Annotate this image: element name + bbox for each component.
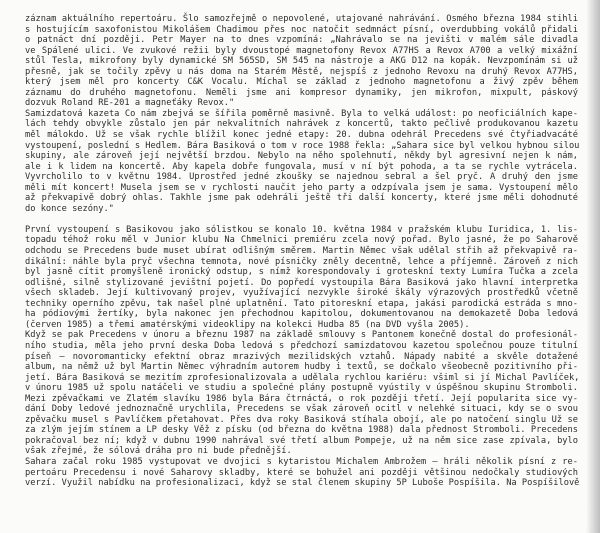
text-line: Vyvrcholilo to v květnu 1984. Uprostřed jedné zkoušky se najednou sebral a šel pryč. A druhý den jsme [25, 172, 578, 183]
text-line: dozvuk Roland RE-201 a magneťáky Revox." [25, 98, 235, 109]
text-line: který jsem měl pro koncerty C&K Vocalu. Míchal se základ z jednoho magnetofonu a živý zpěv během [25, 77, 578, 88]
text-line: pokračoval bez ní; když v dubnu 1990 nahrával své třetí album Pompeje, už na něm sice zase zpívala, bylo [25, 435, 578, 446]
text-line: ha pódiovými žertíky, byla nakonec jen přechodnou kapitolou, dokumentovanou na demokazetě Doba ledová [25, 309, 578, 320]
text-line: jetí. Bára Basiková se mezitím zprofesionalizovala a udělala rychlou kariéru: všiml si jí Michal Pavlíček, [25, 372, 580, 383]
paragraph [25, 330, 578, 457]
text-line: byl jasně cítit promyšleně ironický odstup, s nímž korespondovaly i groteskní texty Lumíra Tučka a zcela [25, 267, 578, 278]
text-line: dání Doby ledové jednoznačně urychlila, Precedens se však zároveň ocitl v nelehké situaci, kdy se o svou [25, 404, 578, 415]
text-line: lách tehdy obvykle zůstalo jen pár nekvalitních nahrávek z koncertů, takto pečlivě produkovanou kazetu [25, 119, 578, 130]
text-line: s hostujícím saxofonistou Mikolášem Chadimou přes noc natočit sedmnáct písní, overdubbing vokálů přidali [25, 24, 578, 35]
paragraph [25, 457, 578, 489]
text-line: verzí. Využil nabídku na profesionalizaci, když se stal členem skupiny 5P Luboše Pospíšila. Na Pospíšilově [25, 478, 580, 489]
text-line: zpěvačku musel s Pavlíčkem přetahovat. Přes dva roky Basiková stíhala obojí, ale po natočení singlu Už se [25, 414, 578, 425]
text-line: o patnáct dní později. Petr Mayer na to dnes vzpomíná: „Nahrávalo se na jevišti v malém sále divadla [25, 35, 578, 46]
text-line: všech skladeb. Její kultivovaný projev, využívající nezvykle široké škály výrazových prostředků včetně [25, 288, 578, 299]
scan-edge-shadow [586, 0, 600, 533]
text-line: měl málokdo. Už se však rychle blížil konec jedné etapy: 20. dubna odehrál Precedens své čtyřiadvacáté [25, 130, 578, 141]
text-line: přesně, jak se točily zpěvy u nás doma na Starém Městě, nejspíš z jednoho Revoxu na druhý Revox A77HS, [25, 66, 578, 77]
text-line: odlišné, silně stylizované jevištní pojetí. Do popředí vystoupila Bára Basiková jako hlavní interpretka [25, 277, 578, 288]
text-line: měli mít koncert! Musela jsem se v rychlosti naučit jeho party a odzpívala jsem je sama. Vystoupení mělo [25, 182, 578, 193]
text-line: záznamu do druhého magnetofonu. Neměli jsme ani kompresor dynamiky, jen mikrofon, mixpult, páskový [25, 87, 578, 98]
text-line: dikální: náhle byla pryč všechna temnota, nové písničky zněly decentně, lehce a příjemně. Zároveň z nich [25, 256, 578, 267]
paragraph [25, 14, 578, 109]
text-line: Mezi zpěvačkami ve Zlatém slavíku 1986 byla Bára čtrnáctá, o rok později třetí. Její popularita sice vy- [25, 393, 578, 404]
text-line: album, na němž už byl Martin Němec výhradním autorem hudby i textů, se dočkalo všeobecně pozitivního při- [25, 362, 578, 373]
text-line: Samizdatová kazeta Co nám zbejvá se šířila poměrně masivně. Byla to velká událost: po neoficiálních kape- [25, 108, 578, 119]
document-page [25, 14, 578, 489]
text-line: ve Spálené ulici. Ve zvukové režii byly dvoustopé magnetofony Revox A77HS a Revox A700 a velký mixážní [25, 45, 578, 56]
text-line: První vystoupení s Basikovou jako sólistkou se konalo 10. května 1984 v pražském klubu Iuridica, 1. lis- [25, 224, 578, 235]
text-line: do konce sezóny." [25, 203, 114, 214]
text-line: v únoru 1985 už spolu natáčeli ve studiu a společné plány postupně vyústily v úspěšnou skupinu Stromboli. [25, 383, 578, 394]
paragraph [25, 225, 578, 330]
text-line: vystoupení, poslední s Hedlem. Bára Basiková o tom v roce 1988 řekla: „Sahara sice byl velkou hybnou silou [25, 140, 580, 151]
text-line: ale i k lidem na koncertě. Aby kapela dobře fungovala, musí v ní být pohoda, a ta se rychle vytrácela. [25, 161, 578, 172]
text-line: až překvapivě dobrý ohlas. Takhle jsme pak odehráli ještě tři další koncerty, které jsme měli dohodnuté [25, 193, 578, 204]
text-line: za zlým jejím stínem a LP desky Věž z písku (od března do května 1988) dala přednost Stromboli. Precedens [25, 425, 578, 436]
text-line: topadu téhož roku měl v Junior klubu Na Chmelnici premiéru zcela nový pořad. Bylo jasné, že po Saharově [25, 235, 578, 246]
text-line: Když se pak Precedens v únoru a březnu 1987 na základě smlouvy s Pantonem konečně dostal do profesionál- [25, 330, 578, 341]
text-line: však zřejmé, že sólová dráha pro ni bude přednější. [25, 446, 292, 457]
text-line: techniky operního zpěvu, tak našel plné uplatnění. Tato pitoreskní etapa, jakási parodická estráda s mno- [25, 298, 578, 309]
text-line: pertoáru Precedensu i nové Saharovy skladby, které se bohužel ani později většinou nedočkaly studiových [25, 467, 578, 478]
text-line: Sahara začal roku 1985 vystupovat ve dvojici s kytaristou Michalem Ambrožem – hráli několik písní z re- [25, 456, 578, 467]
text-line: skupiny, ale zároveň její největší brzdou. Nebylo na něho spolehnutí, někdy byl agresivní nejen k nám, [25, 151, 578, 162]
text-line: ního studia, měla jeho první deska Doba ledová s předchozí samizdatovou kazetou společnou pouze titulní [25, 340, 578, 351]
text-line: píseň – novoromanticky efektní obraz mrazivých mezilidských vztahů. Nápady nabité a skvěle dotažené [25, 351, 578, 362]
text-line: odchodu se Precedens bude muset ubírat odlišným směrem. Martin Němec však udělal střih až překvapivě ra- [25, 246, 578, 257]
text-line: záznam aktuálního repertoáru. Šlo samozřejmě o nepovolené, utajované nahrávání. Osmého března 1984 stihli [25, 14, 578, 24]
text-line: (červen 1985) a třemi amatérskými videoklipy na kolekci Hudba 85 (na DVD vyšla 2005). [25, 319, 470, 330]
paragraph [25, 109, 578, 214]
text-line: stůl Tesla, mikrofony byly dynamické SM 565SD, SM 545 na nástroje a AKG D12 na kopák. Nevzpomínám si už [25, 56, 578, 67]
